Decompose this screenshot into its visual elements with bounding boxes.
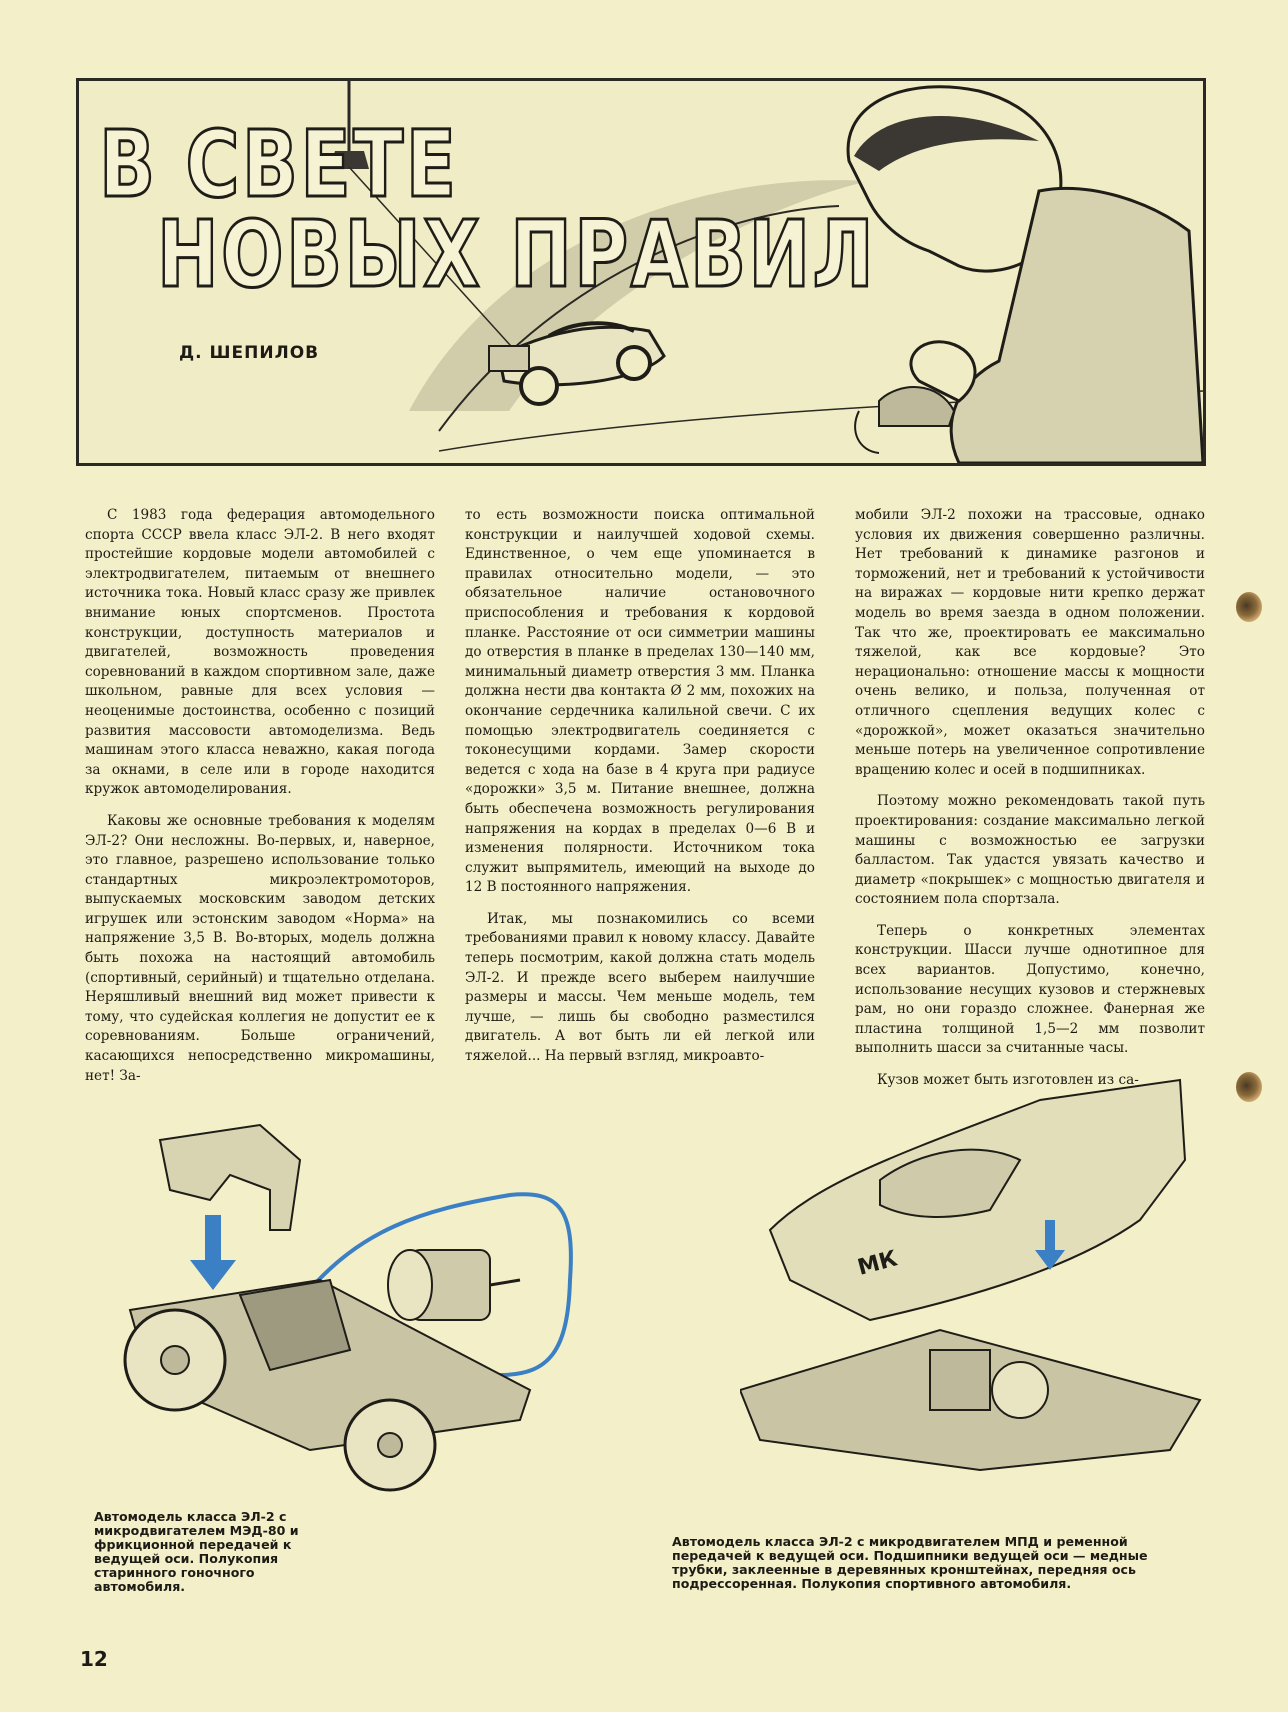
article-column-3: [855, 506, 1205, 1103]
paragraph: Каковы же основные требования к моделям ЭЛ-2? Они несложны. Во-первых, и, наверное, это главное, разрешено использование только стандартных микроэлектромоторов, выпускаемых московским заводом детских игрушек или эстонским заводом «Норма» на напряжение 3,5 В. Во-вторых, модель должна быть похожа на настоящий автомобиль (спортивный, серийный) и тщательно отделана. Неряшливый внешний вид может привести к тому, что судейская коллегия не допустит ее к соревнованиям. Больше ограничений, касающихся непосредственно микромашины, нет! За-: [85, 812, 435, 1084]
article-column-2: [465, 506, 815, 1079]
author-name: Д. ШЕПИЛОВ: [179, 343, 320, 363]
paragraph: то есть возможности поиска оптимальной конструкции и наилучшей ходовой схемы. Единственное, о чем еще упоминается в правилах относительно модели, — это обязательное наличие остановочного приспособления и требования к кордовой планке. Расстояние от оси симметрии машины до отверстия в планке в пределах 130—140 мм, минимальный диаметр отверстия 3 мм. Планка должна нести два контакта Ø 2 мм, похожих на окончание сердечника калильной свечи. С их помощью электродвигатель соединяется с токонесущими кордами. Замер скорости ведется с хода на базе в 4 круга при радиусе «дорожки» 3,5 м. Питание внешнее, должна быть обеспечена возможность регулирования напряжения на кордах в пределах 0—6 В и изменения полярности. Источником тока служит выпрямитель, имеющий на выходе до 12 В постоянного напряжения.: [465, 507, 815, 896]
boy-figure-icon: [848, 87, 1203, 463]
motor-block: [930, 1350, 990, 1410]
title-line-1: В СВЕТЕ: [99, 111, 459, 218]
paragraph: Кузов может быть изготовлен из са-: [877, 1072, 1139, 1089]
paragraph: мобили ЭЛ-2 похожи на трассовые, однако условия их движения совершенно различны. Нет требований к динамике разгонов и торможений, нет и требований к устойчивости на виражах — кордовые нити крепко держат модель во время заезда в одном положении. Так что же, проектировать ее максимально тяжелой, как все кордовые? Это нерационально: отношение массы к мощности очень велико, и польза, полученная от отличного сцепления ведущих колес с «дорожкой», может оказаться значительно меньше потерь на увеличенное сопротивление вращению колес и осей в подшипниках.: [855, 507, 1205, 778]
paragraph: Итак, мы познакомились со всеми требованиями правил к новому классу. Давайте теперь посмотрим, какой должна стать модель ЭЛ-2. И прежде всего выберем наилучшие размеры и массы. Чем меньше модель, тем лучше, — лишь бы свободно разместился двигатель. А вот быть ли ей легкой или тяжелой... На первый взгляд, микроавто-: [465, 910, 815, 1065]
pulley-icon: [992, 1362, 1048, 1418]
paragraph: Поэтому можно рекомендовать такой путь проектирования: создание максимально легкой машины с возможностью ее загрузки балластом. Так удастся увязать качество и диаметр «покрышек» с мощностью двигателя и состоянием пола спортзала.: [855, 793, 1205, 908]
car-label: МК: [855, 1246, 901, 1281]
title-line-2: НОВЫХ ПРАВИЛ: [157, 201, 877, 308]
article-column-1: [85, 506, 435, 1098]
paragraph: С 1983 года федерация автомодельного спорта СССР ввела класс ЭЛ-2. В него входят простейшие кордовые модели автомобилей с электродвигателем, питаемым от внешнего источника тока. Новый класс сразу же привлек внимание юных спортсменов. Простота конструкции, доступность материалов и двигателей, возможность проведения соревнований в каждом спортивном зале, даже школьном, равные для всех условия — неоценимые достоинства, особенно с позиций развития массовости автомоделизма. Ведь машинам этого класса неважно, какая погода за окнами, в селе или в городе находится кружок автомоделирования.: [85, 507, 435, 798]
figure-vintage-car: [90, 1120, 590, 1500]
motor-icon: [388, 1250, 520, 1320]
header-illustration: [76, 78, 1206, 466]
down-arrow-icon: [190, 1215, 236, 1290]
page-number: 12: [80, 1647, 108, 1671]
figure-caption-left: Автомодель класса ЭЛ-2 с микродвигателем МЭД-80 и фрикционной передачей к ведущей оси. Полукопия старинного гоночного автомобиля.: [94, 1509, 299, 1594]
paragraph: Теперь о конкретных элементах конструкции. Шасси лучше однотипное для всех вариантов. Допустимо, конечно, использование несущих кузовов и стержневых рам, но они гораздо сложнее. Фанерная же пластина толщиной 1,5—2 мм позволит выполнить шасси за считанные часы.: [855, 922, 1205, 1057]
punch-hole: [1236, 592, 1262, 622]
body-shell-part: [160, 1125, 300, 1230]
punch-hole: [1236, 1072, 1262, 1102]
figure-caption-right: Автомодель класса ЭЛ-2 с микродвигателем МПД и ременной передачей к ведущей оси. Подшипники ведущей оси — медные трубки, заклеенные в деревянных кронштейнах, передняя ось подрессоренная. Полукопия спортивного автомобиля.: [672, 1534, 1148, 1591]
figure-sports-car: [740, 1070, 1210, 1520]
